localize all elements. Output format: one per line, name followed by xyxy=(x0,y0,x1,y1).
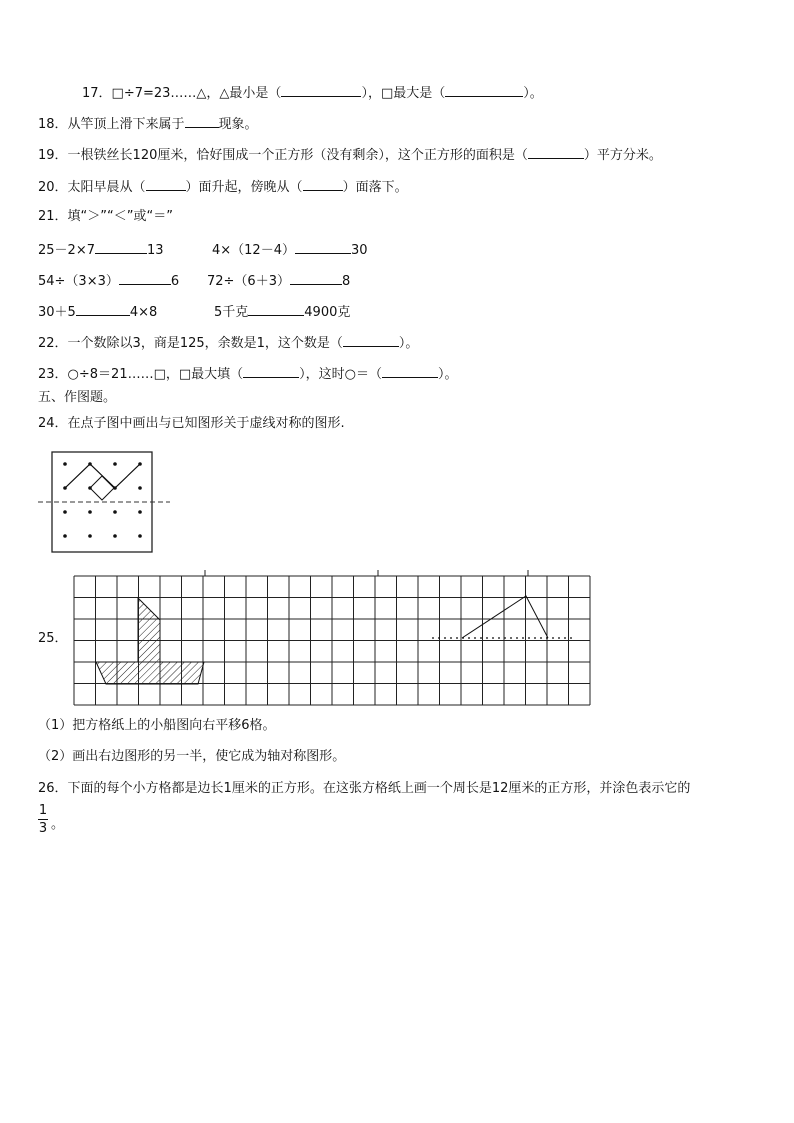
q20-blank-1[interactable] xyxy=(146,178,186,191)
q21-r3-right-a: 5千克 xyxy=(214,305,249,320)
q17-number: 17． xyxy=(82,86,112,101)
q25-number: 25． xyxy=(38,631,68,646)
q23-text-c: ）。 xyxy=(438,367,458,382)
q23-blank-2[interactable] xyxy=(382,365,438,378)
q17-blank-1[interactable] xyxy=(281,84,361,97)
question-18 xyxy=(38,115,258,133)
question-22 xyxy=(38,334,418,352)
question-19 xyxy=(38,146,662,164)
q21-r1-right-b: 30 xyxy=(350,243,368,258)
q21-row2-right xyxy=(207,272,350,290)
q21-r1-right-a: 4×（12－4） xyxy=(212,243,295,258)
q21-r3-left-b: 4×8 xyxy=(129,305,158,320)
q22-blank[interactable] xyxy=(343,334,399,347)
q18-text-b: 现象。 xyxy=(218,117,258,132)
q20-text-c: ）面落下。 xyxy=(342,180,408,195)
q21-r1-right-blank[interactable] xyxy=(295,241,351,254)
q21-r3-right-blank[interactable] xyxy=(248,303,304,316)
q17-part1: □÷7=23……△，△最小是（ xyxy=(111,86,282,101)
given-shape-diamond xyxy=(90,476,114,500)
q18-text-a: 18．从竿顶上滑下来属于 xyxy=(38,117,185,132)
q25-sub1: （1）把方格纸上的小船图向右平移6格。 xyxy=(38,718,276,733)
q21-r2-right-blank[interactable] xyxy=(290,272,342,285)
q23-text-b: ），这时○＝（ xyxy=(299,367,383,382)
question-20 xyxy=(38,178,408,196)
q21-r2-right-a: 72÷（6＋3） xyxy=(207,274,290,289)
q21-row2-left xyxy=(38,272,179,290)
q19-text-a: 19．一根铁丝长120厘米，恰好围成一个正方形（没有剩余），这个正方形的面积是（ xyxy=(38,148,528,163)
q20-text-a: 20．太阳早晨从（ xyxy=(38,180,146,195)
question-21-intro: 21．填“＞”“＜”或“＝” xyxy=(38,209,173,224)
q17-part2: ），□最大是（ xyxy=(361,86,446,101)
q25-sub2: （2）画出右边图形的另一半，使它成为轴对称图形。 xyxy=(38,749,346,764)
q17-part3: ）。 xyxy=(523,86,543,101)
q23-blank-1[interactable] xyxy=(243,365,299,378)
q21-r2-right-b: 8 xyxy=(341,274,351,289)
q21-row3-right xyxy=(214,303,350,321)
q21-r2-left-b: 6 xyxy=(170,274,180,289)
q23-text-a: 23．○÷8＝21……□，□最大填（ xyxy=(38,367,244,382)
q21-row1-left xyxy=(38,241,164,259)
fraction-bar xyxy=(38,819,48,820)
q20-blank-2[interactable] xyxy=(303,178,343,191)
fraction-numerator: 1 xyxy=(38,803,48,818)
q25-grid-paper[interactable] xyxy=(66,568,596,708)
q21-r1-left-blank[interactable] xyxy=(95,241,147,254)
q19-text-b: ）平方分米。 xyxy=(583,148,662,163)
question-17 xyxy=(82,84,543,102)
q21-r3-left-a: 30＋5 xyxy=(38,305,76,320)
q21-r2-left-a: 54÷（3×3） xyxy=(38,274,119,289)
question-24: 24．在点子图中画出与已知图形关于虚线对称的图形. xyxy=(38,416,345,431)
q22-text-b: ）。 xyxy=(398,336,419,351)
question-23 xyxy=(38,365,458,383)
q26-fraction xyxy=(38,803,48,836)
q24-dot-grid-figure[interactable] xyxy=(38,448,170,556)
question-26: 26．下面的每个小方格都是边长1厘米的正方形。在这张方格纸上画一个周长是12厘米的正方形，并涂色表示它的 xyxy=(38,781,691,796)
fraction-denominator: 3 xyxy=(38,821,48,836)
q21-r2-left-blank[interactable] xyxy=(119,272,171,285)
q21-row1-right xyxy=(212,241,368,259)
q20-text-b: ）面升起，傍晚从（ xyxy=(185,180,303,195)
q21-row3-left xyxy=(38,303,157,321)
q26-tail: 。 xyxy=(51,817,65,832)
q18-blank[interactable] xyxy=(185,115,219,128)
q21-r3-right-b: 4900克 xyxy=(304,305,351,320)
q17-blank-2[interactable] xyxy=(445,84,523,97)
q21-r1-left-a: 25－2×7 xyxy=(38,243,95,258)
q22-text-a: 22．一个数除以3，商是125，余数是1，这个数是（ xyxy=(38,336,343,351)
section-5-title: 五、作图题。 xyxy=(38,390,117,405)
half-triangle-figure xyxy=(462,596,548,638)
q21-r3-left-blank[interactable] xyxy=(76,303,130,316)
q19-blank[interactable] xyxy=(528,146,584,159)
q21-r1-left-b: 13 xyxy=(146,243,164,258)
